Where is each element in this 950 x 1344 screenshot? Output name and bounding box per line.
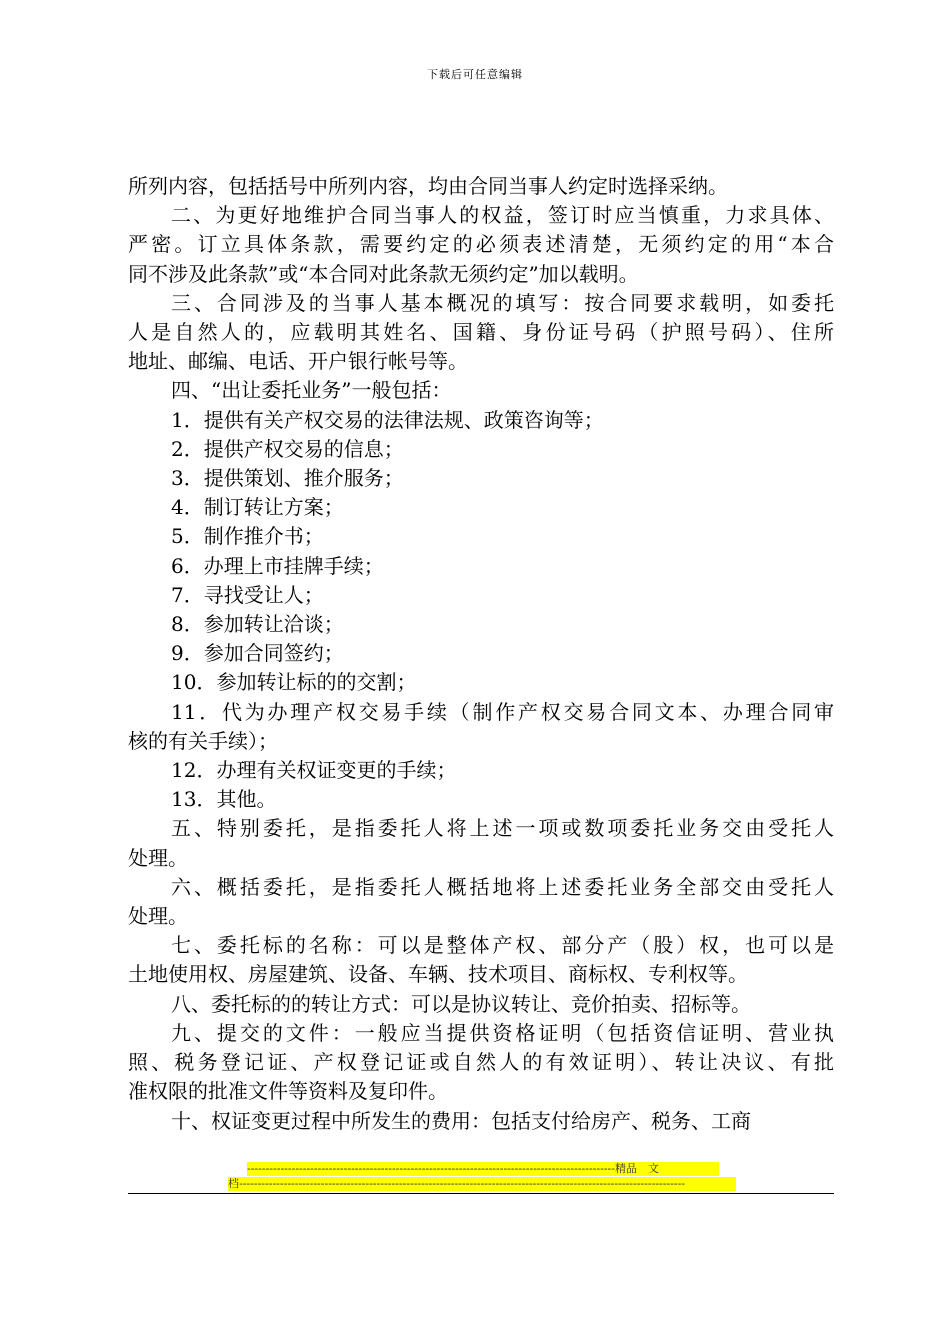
- paragraph-line: 9．参加合同签约；: [171, 641, 344, 666]
- paragraph-line: 同不涉及此条款”或“本合同对此条款无须约定”加以载明。: [128, 261, 639, 286]
- paragraph-line: 照、税务登记证、产权登记证或自然人的有效证明）、转让决议、有批: [128, 1050, 834, 1075]
- paragraph-line: 地址、邮编、电话、开户银行帐号等。: [128, 349, 468, 374]
- paragraph-line: 12．办理有关权证变更的手续；: [171, 758, 457, 783]
- paragraph-line: 4．制订转让方案；: [171, 495, 344, 520]
- paragraph-line: 核的有关手续）；: [128, 728, 278, 753]
- paragraph-line: 六、概括委托，是指委托人概括地将上述委托业务全部交由受托人: [171, 874, 834, 899]
- paragraph-line: 2．提供产权交易的信息；: [171, 436, 404, 461]
- page-header: 下载后可任意编辑: [427, 68, 523, 81]
- footer-watermark-line-2: [228, 1177, 736, 1191]
- paragraph-line: 10．参加转让标的的交割；: [171, 670, 417, 695]
- footer-watermark-line-1: [247, 1162, 719, 1176]
- paragraph-line: 11．代为办理产权交易手续（制作产权交易合同文本、办理合同审: [171, 699, 834, 724]
- footer-dashes-1: ---------------------------------------------------------------------------------------------------: [247, 1162, 615, 1175]
- paragraph-line: 13．其他。: [171, 787, 277, 812]
- paragraph-line: 八、委托标的的转让方式：可以是协议转让、竞价拍卖、招标等。: [171, 991, 751, 1016]
- paragraph-line: 三、合同涉及的当事人基本概况的填写：按合同要求载明，如委托: [171, 290, 834, 315]
- paragraph-line: 四、“出让委托业务”一般包括：: [171, 378, 452, 403]
- footer-watermark-text: 精品 文: [614, 1162, 659, 1175]
- paragraph-line: 6．办理上市挂牌手续；: [171, 553, 384, 578]
- footer-rule: [128, 1193, 834, 1194]
- paragraph-line: 1．提供有关产权交易的法律法规、政策咨询等；: [171, 407, 604, 432]
- footer-dashes-2: ------------------------------------------------------------------------------------------------------------------------: [239, 1177, 686, 1190]
- paragraph-line: 5．制作推介书；: [171, 524, 324, 549]
- paragraph-line: 土地使用权、房屋建筑、设备、车辆、技术项目、商标权、专利权等。: [128, 962, 748, 987]
- paragraph-line: 严密。订立具体条款，需要约定的必须表述清楚，无须约定的用“本合: [128, 232, 834, 257]
- paragraph-line: 五、特别委托，是指委托人将上述一项或数项委托业务交由受托人: [171, 816, 834, 841]
- paragraph-line: 3．提供策划、推介服务；: [171, 466, 404, 491]
- paragraph-line: 十、权证变更过程中所发生的费用：包括支付给房产、税务、工商: [171, 1108, 751, 1133]
- paragraph-line: 二、为更好地维护合同当事人的权益，签订时应当慎重，力求具体、: [171, 203, 834, 228]
- paragraph-line: 所列内容，包括括号中所列内容，均由合同当事人约定时选择采纳。: [128, 174, 728, 198]
- paragraph-line: 处理。: [128, 904, 188, 929]
- paragraph-line: 七、委托标的名称：可以是整体产权、部分产（股）权，也可以是: [171, 933, 834, 958]
- paragraph-line: 人是自然人的，应载明其姓名、国籍、身份证号码（护照号码）、住所: [128, 320, 834, 345]
- paragraph-line: 九、提交的文件：一般应当提供资格证明（包括资信证明、营业执: [171, 1020, 834, 1045]
- paragraph-line: 处理。: [128, 845, 188, 870]
- paragraph-line: 准权限的批准文件等资料及复印件。: [128, 1079, 448, 1104]
- document-body: [128, 172, 834, 1136]
- footer-watermark-prefix: 档: [228, 1177, 239, 1190]
- paragraph-line: 8．参加转让洽谈；: [171, 612, 344, 637]
- paragraph-line: 7．寻找受让人；: [171, 582, 324, 607]
